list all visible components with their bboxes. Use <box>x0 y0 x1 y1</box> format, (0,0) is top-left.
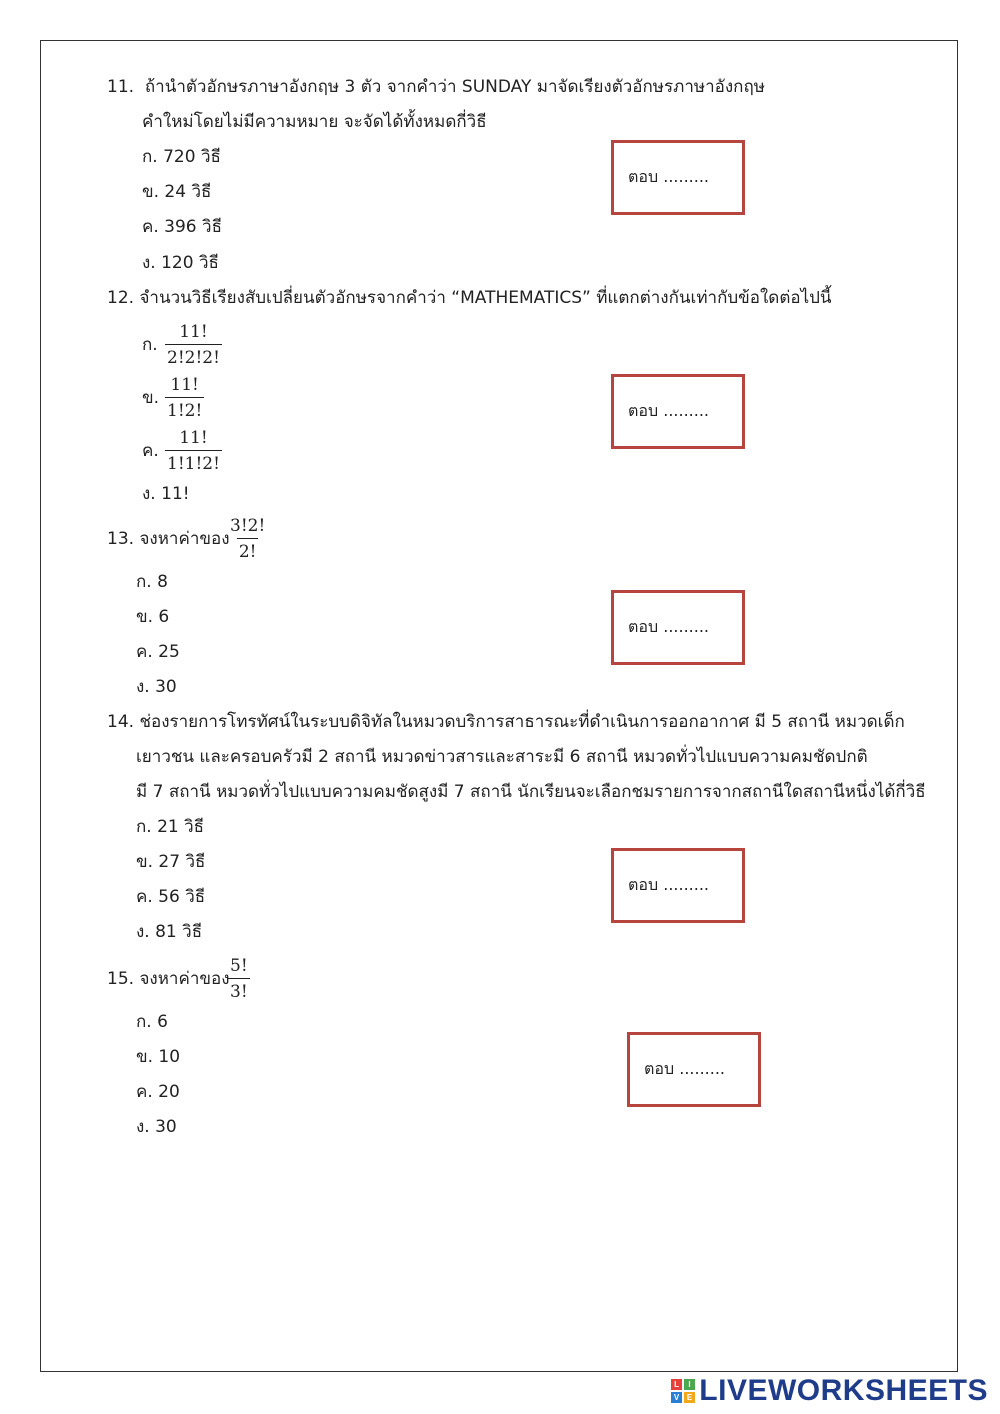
fraction-numerator: 11! <box>179 322 208 342</box>
answer-label: ตอบ ......... <box>628 401 710 420</box>
question-15 <box>107 968 230 990</box>
option-b: ข. 6 <box>136 607 170 627</box>
answer-label: ตอบ ......... <box>628 617 710 636</box>
answer-box-15[interactable] <box>627 1032 761 1107</box>
option-c: ค. 25 <box>136 642 180 662</box>
fraction-numerator: 11! <box>170 375 199 395</box>
question-text-cont: มี 7 สถานี หมวดทั่วไปแบบความคมชัดสูงมี 7 สถานี นักเรียนจะเลือกชมรายการจากสถานีใดสถานีหนึ่งได้กี่วิธี <box>136 782 926 802</box>
option-a: ก. 8 <box>136 572 168 592</box>
question-text-cont: เยาวชน และครอบครัวมี 2 สถานี หมวดข่าวสารและสาระมี 6 สถานี หมวดทั่วไปแบบความคมชัดปกติ <box>136 747 868 767</box>
question-14 <box>107 711 905 733</box>
answer-label: ตอบ ......... <box>644 1059 726 1078</box>
page-border <box>40 40 958 1372</box>
fraction-numerator: 11! <box>179 428 208 448</box>
question-text: จงหาค่าของ <box>139 529 230 549</box>
option-a: ก. 21 วิธี <box>136 817 205 837</box>
question-number: 12. <box>107 288 135 308</box>
option-d: ง. 30 <box>136 1117 177 1137</box>
fraction-denominator: 1!2! <box>165 397 204 421</box>
question-11 <box>107 76 765 98</box>
question-text: จำนวนวิธีเรียงสับเปลี่ยนตัวอักษรจากคำว่า “MATHEMATICS” ที่แตกต่างกันเท่ากับข้อใดต่อไปนี้ <box>139 288 832 308</box>
option-c: ค. 20 <box>136 1082 180 1102</box>
option-d: ง. 30 <box>136 677 177 697</box>
option-b: ข. 10 <box>136 1047 181 1067</box>
fraction-numerator: 3!2! <box>230 516 266 536</box>
option-c-fraction <box>165 428 222 474</box>
logo-cell-v: V <box>671 1392 682 1403</box>
question-13-fraction <box>228 516 267 562</box>
answer-label: ตอบ ......... <box>628 875 710 894</box>
option-d: ง. 120 วิธี <box>142 253 219 273</box>
option-label: ง. <box>142 484 156 504</box>
option-a-label: ก. <box>142 335 158 355</box>
answer-label: ตอบ ......... <box>628 167 710 186</box>
question-text: ถ้านำตัวอักษรภาษาอังกฤษ 3 ตัว จากคำว่า SUNDAY มาจัดเรียงตัวอักษรภาษาอังกฤษ <box>144 77 765 97</box>
answer-box-13[interactable] <box>611 590 745 665</box>
option-a: ก. 720 วิธี <box>142 147 221 167</box>
fraction-numerator: 5! <box>230 956 248 976</box>
logo-icon <box>671 1379 695 1403</box>
logo-cell-e: E <box>684 1392 695 1403</box>
question-15-fraction <box>228 956 250 1002</box>
fraction-denominator: 2!2!2! <box>165 344 222 368</box>
liveworksheets-logo <box>671 1374 988 1408</box>
answer-box-11[interactable] <box>611 140 745 215</box>
option-d <box>142 483 190 505</box>
option-value: 11! <box>161 484 190 504</box>
option-c-label: ค. <box>142 441 159 461</box>
option-b: ข. 24 วิธี <box>142 182 212 202</box>
option-d: ง. 81 วิธี <box>136 922 203 942</box>
answer-box-14[interactable] <box>611 848 745 923</box>
fraction-denominator: 2! <box>237 538 259 562</box>
fraction-denominator: 1!1!2! <box>165 450 222 474</box>
logo-text: LIVEWORKSHEETS <box>699 1374 988 1407</box>
question-text: ช่องรายการโทรทัศน์ในระบบดิจิทัลในหมวดบริการสาธารณะที่ดำเนินการออกอากาศ มี 5 สถานี หมวดเด็ก <box>139 712 905 732</box>
option-c: ค. 396 วิธี <box>142 217 222 237</box>
option-c: ค. 56 วิธี <box>136 887 206 907</box>
question-text-cont: คำใหม่โดยไม่มีความหมาย จะจัดได้ทั้งหมดกี่วิธี <box>142 112 487 132</box>
option-b-fraction <box>165 375 204 421</box>
option-b-label: ข. <box>142 388 160 408</box>
question-number: 13. <box>107 529 135 549</box>
logo-cell-l: L <box>671 1379 682 1390</box>
question-number: 14. <box>107 712 135 732</box>
question-text: จงหาค่าของ <box>139 969 230 989</box>
question-13 <box>107 528 230 550</box>
question-number: 11. <box>107 77 135 97</box>
option-a-fraction <box>165 322 222 368</box>
question-number: 15. <box>107 969 135 989</box>
answer-box-12[interactable] <box>611 374 745 449</box>
logo-cell-i: I <box>684 1379 695 1390</box>
option-a: ก. 6 <box>136 1012 168 1032</box>
question-12 <box>107 287 832 309</box>
fraction-denominator: 3! <box>228 978 250 1002</box>
option-b: ข. 27 วิธี <box>136 852 206 872</box>
